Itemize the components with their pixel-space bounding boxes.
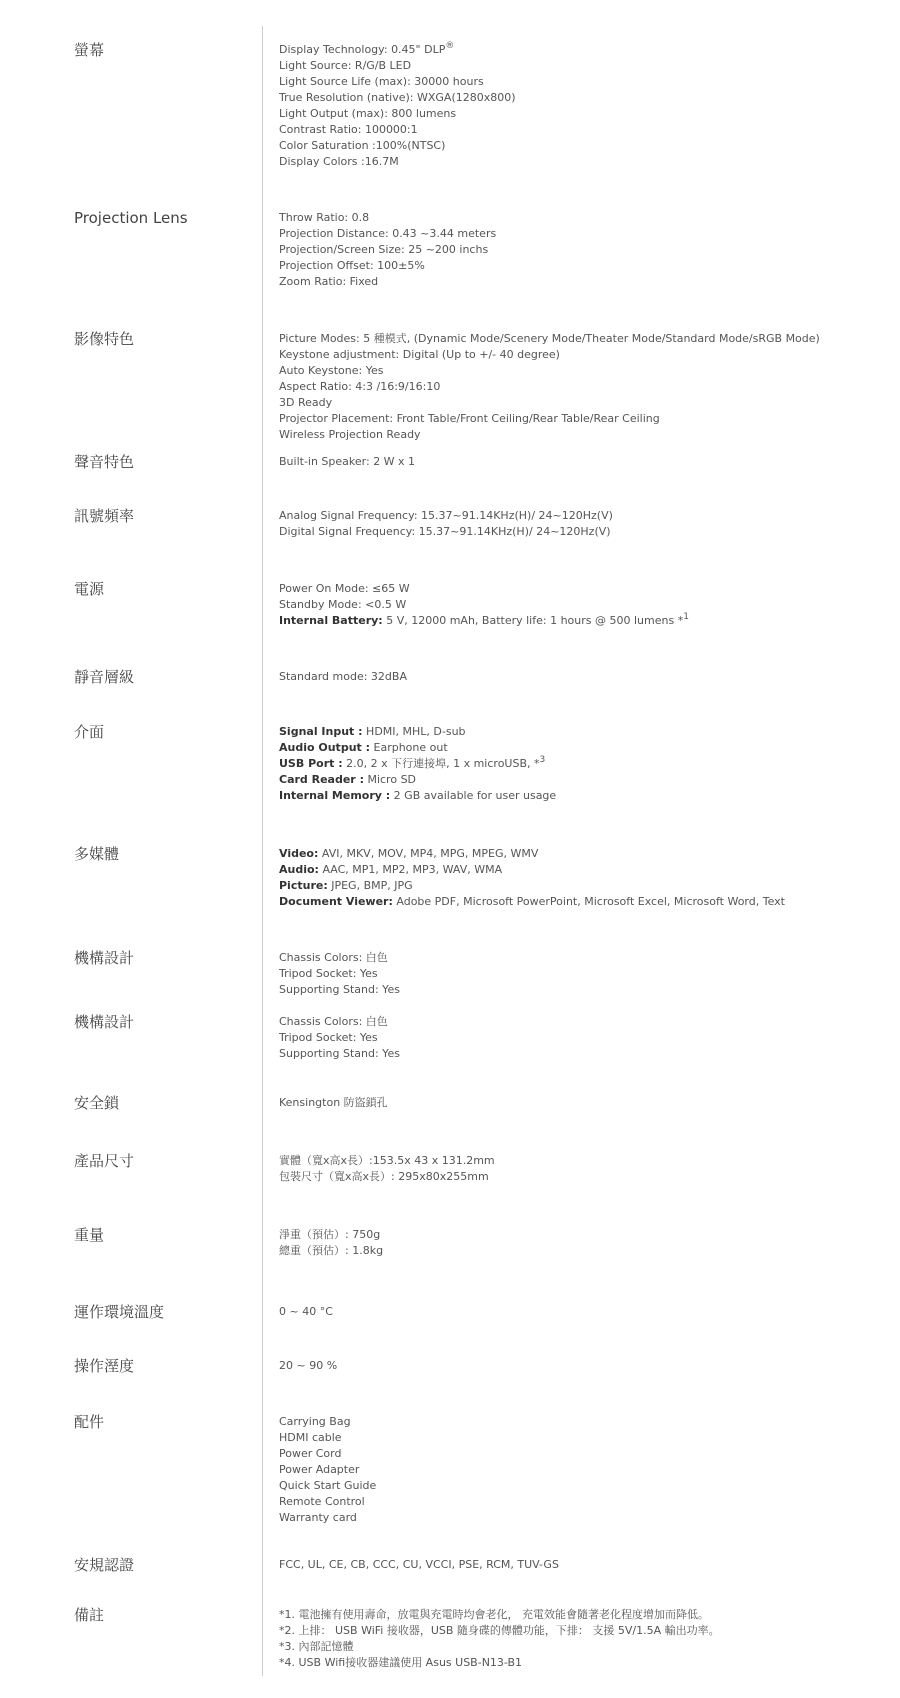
- spec-value-line: [279, 1430, 376, 1446]
- spec-value-text: 3D Ready: [279, 396, 333, 409]
- spec-value-text: Aspect Ratio: 4:3 /16:9/16:10: [279, 380, 441, 393]
- spec-value-text: Digital Signal Frequency: 15.37~91.14KHz(H)/ 24~120Hz(V): [279, 525, 611, 538]
- spec-label: 重量: [74, 1226, 105, 1244]
- spec-value-line: [279, 982, 400, 998]
- spec-label: 安規認證: [74, 1556, 135, 1574]
- spec-value-text: 2.0, 2 x 下行連接埠, 1 x microUSB, *: [342, 757, 540, 770]
- spec-value-text: True Resolution (native): WXGA(1280x800): [279, 91, 516, 104]
- spec-value-text: 2 GB available for user usage: [390, 789, 557, 802]
- spec-values: [279, 1358, 337, 1374]
- spec-label: 備註: [74, 1606, 105, 1624]
- spec-value-line: [279, 1095, 388, 1111]
- spec-value-line: [279, 138, 516, 154]
- spec-value-line: [279, 1358, 337, 1374]
- spec-value-line: [279, 1639, 720, 1655]
- spec-value-text: Power Cord: [279, 1447, 342, 1460]
- spec-value-line: [279, 1494, 376, 1510]
- spec-value-text: Display Technology: 0.45" DLP: [279, 43, 446, 56]
- spec-value-text: Adobe PDF, Microsoft PowerPoint, Microsoft Excel, Microsoft Word, Text: [392, 895, 785, 908]
- spec-value-text: 總重（預估）: 1.8kg: [279, 1244, 384, 1257]
- spec-value-line: [279, 1169, 495, 1185]
- spec-label: 安全鎖: [74, 1094, 120, 1112]
- spec-value-text: *2. 上排： USB WiFi 接收器，USB 隨身碟的傳體功能，下排： 支援 5V/1.5A 輸出功率。: [279, 1624, 720, 1637]
- spec-value-line: [279, 772, 556, 788]
- spec-value-line: [279, 1607, 720, 1623]
- spec-value-text: Supporting Stand: Yes: [279, 983, 400, 996]
- spec-value-key: Internal Battery:: [279, 614, 383, 627]
- footnote-marker: ®: [445, 41, 455, 51]
- spec-value-line: [279, 427, 820, 443]
- spec-value-line: [279, 1304, 333, 1320]
- spec-value-text: AVI, MKV, MOV, MP4, MPG, MPEG, WMV: [318, 847, 539, 860]
- spec-value-key: Picture:: [279, 879, 328, 892]
- spec-value-text: HDMI, MHL, D-sub: [362, 725, 466, 738]
- spec-values: [279, 508, 613, 540]
- spec-value-line: [279, 1227, 383, 1243]
- spec-values: [279, 950, 400, 998]
- spec-value-line: [279, 411, 820, 427]
- spec-value-line: [279, 1243, 383, 1259]
- spec-label: 運作環境溫度: [74, 1303, 165, 1321]
- spec-value-key: Signal Input :: [279, 725, 363, 738]
- spec-value-text: Chassis Colors: 白色: [279, 951, 388, 964]
- spec-value-line: [279, 1510, 376, 1526]
- spec-value-line: [279, 1014, 400, 1030]
- spec-value-line: [279, 1623, 720, 1639]
- spec-value-text: Projector Placement: Front Table/Front Ceiling/Rear Table/Rear Ceiling: [279, 412, 660, 425]
- spec-value-key: Audio:: [279, 863, 319, 876]
- spec-value-text: HDMI cable: [279, 1431, 342, 1444]
- spec-value-text: 0 ~ 40 °C: [279, 1305, 333, 1318]
- spec-value-line: [279, 846, 785, 862]
- spec-label: 影像特色: [74, 330, 135, 348]
- spec-label: 機構設計: [74, 949, 135, 967]
- spec-label: 介面: [74, 723, 105, 741]
- spec-values: [279, 1227, 383, 1259]
- spec-label: 產品尺寸: [74, 1152, 135, 1170]
- spec-value-line: [279, 966, 400, 982]
- spec-values: [279, 846, 785, 910]
- spec-value-text: Power Adapter: [279, 1463, 360, 1476]
- spec-value-line: [279, 1478, 376, 1494]
- spec-value-key: Video:: [279, 847, 319, 860]
- spec-value-line: [279, 597, 689, 613]
- spec-label: 電源: [74, 580, 105, 598]
- spec-label: 機構設計: [74, 1013, 135, 1031]
- spec-value-text: *3. 內部記憶體: [279, 1640, 354, 1653]
- spec-value-text: 包裝尺寸（寬x高x長）: 295x80x255mm: [279, 1170, 489, 1183]
- spec-value-text: Projection/Screen Size: 25 ~200 inchs: [279, 243, 489, 256]
- spec-label: 螢幕: [74, 41, 105, 59]
- spec-values: [279, 1304, 333, 1320]
- spec-value-text: Micro SD: [363, 773, 417, 786]
- spec-value-text: Built-in Speaker: 2 W x 1: [279, 455, 416, 468]
- spec-value-text: Earphone out: [370, 741, 448, 754]
- spec-value-line: [279, 1414, 376, 1430]
- spec-value-line: [279, 1030, 400, 1046]
- spec-value-line: [279, 1046, 400, 1062]
- spec-label: 靜音層級: [74, 668, 135, 686]
- spec-value-key: Audio Output :: [279, 741, 371, 754]
- spec-value-text: Light Output (max): 800 lumens: [279, 107, 457, 120]
- spec-value-text: Warranty card: [279, 1511, 357, 1524]
- spec-value-text: Kensington 防盜鎖孔: [279, 1096, 388, 1109]
- spec-value-text: *1. 電池擁有使用壽命，放電與充電時均會老化， 充電效能會隨著老化程度增加而降低。: [279, 1608, 709, 1621]
- spec-label: Projection Lens: [74, 209, 188, 227]
- spec-value-line: [279, 42, 516, 58]
- spec-values: [279, 1414, 376, 1526]
- spec-value-key: Internal Memory :: [279, 789, 391, 802]
- spec-value-text: 5 V, 12000 mAh, Battery life: 1 hours @ 500 lumens *: [382, 614, 684, 627]
- spec-value-line: [279, 106, 516, 122]
- spec-value-line: [279, 379, 820, 395]
- spec-value-line: [279, 581, 689, 597]
- spec-value-line: [279, 878, 785, 894]
- spec-label: 操作溼度: [74, 1357, 135, 1375]
- spec-value-line: [279, 1446, 376, 1462]
- spec-label: 配件: [74, 1413, 105, 1431]
- spec-value-text: JPEG, BMP, JPG: [327, 879, 413, 892]
- spec-value-text: Carrying Bag: [279, 1415, 351, 1428]
- spec-value-text: Throw Ratio: 0.8: [279, 211, 370, 224]
- spec-value-text: Light Source Life (max): 30000 hours: [279, 75, 484, 88]
- spec-value-line: [279, 1153, 495, 1169]
- spec-value-key: USB Port :: [279, 757, 343, 770]
- spec-value-text: Projection Offset: 100±5%: [279, 259, 425, 272]
- spec-value-text: Quick Start Guide: [279, 1479, 377, 1492]
- spec-value-text: *4. USB Wifi接收器建議使用 Asus USB-N13-B1: [279, 1656, 523, 1669]
- spec-value-line: [279, 331, 820, 347]
- spec-value-line: [279, 258, 496, 274]
- spec-value-line: [279, 613, 689, 629]
- spec-value-text: Chassis Colors: 白色: [279, 1015, 388, 1028]
- spec-value-line: [279, 58, 516, 74]
- spec-value-line: [279, 122, 516, 138]
- spec-value-line: [279, 454, 415, 470]
- spec-value-line: [279, 363, 820, 379]
- spec-values: [279, 454, 415, 470]
- spec-value-text: Color Saturation :100%(NTSC): [279, 139, 446, 152]
- spec-value-text: Zoom Ratio: Fixed: [279, 275, 379, 288]
- spec-value-line: [279, 210, 496, 226]
- spec-values: [279, 210, 496, 290]
- spec-value-text: Picture Modes: 5 種模式, (Dynamic Mode/Scenery Mode/Theater Mode/Standard Mode/sRGB Mode): [279, 332, 820, 345]
- spec-value-key: Document Viewer:: [279, 895, 393, 908]
- spec-value-line: [279, 756, 556, 772]
- spec-value-line: [279, 894, 785, 910]
- spec-value-line: [279, 1655, 720, 1671]
- spec-values: [279, 331, 820, 443]
- spec-label: 多媒體: [74, 845, 120, 863]
- spec-value-line: [279, 740, 556, 756]
- spec-values: [279, 1607, 720, 1671]
- spec-value-line: [279, 74, 516, 90]
- spec-value-text: Contrast Ratio: 100000:1: [279, 123, 418, 136]
- spec-value-text: FCC, UL, CE, CB, CCC, CU, VCCI, PSE, RCM, TUV-GS: [279, 1558, 559, 1571]
- spec-value-line: [279, 347, 820, 363]
- spec-value-line: [279, 1557, 559, 1573]
- spec-value-text: Supporting Stand: Yes: [279, 1047, 400, 1060]
- spec-value-line: [279, 862, 785, 878]
- spec-value-line: [279, 950, 400, 966]
- spec-value-line: [279, 395, 820, 411]
- spec-value-line: [279, 724, 556, 740]
- spec-value-line: [279, 788, 556, 804]
- spec-label: 訊號頻率: [74, 507, 135, 525]
- spec-value-line: [279, 226, 496, 242]
- spec-value-line: [279, 274, 496, 290]
- spec-value-text: Keystone adjustment: Digital (Up to +/- 40 degree): [279, 348, 560, 361]
- footnote-marker: 1: [683, 612, 689, 622]
- spec-values: [279, 669, 407, 685]
- spec-value-text: Projection Distance: 0.43 ~3.44 meters: [279, 227, 497, 240]
- spec-label: 聲音特色: [74, 453, 135, 471]
- spec-value-text: Tripod Socket: Yes: [279, 967, 378, 980]
- spec-values: [279, 1095, 388, 1111]
- spec-value-text: Remote Control: [279, 1495, 365, 1508]
- spec-value-line: [279, 154, 516, 170]
- spec-value-text: AAC, MP1, MP2, MP3, WAV, WMA: [318, 863, 503, 876]
- spec-value-text: Analog Signal Frequency: 15.37~91.14KHz(H)/ 24~120Hz(V): [279, 509, 613, 522]
- spec-value-line: [279, 524, 613, 540]
- spec-values: [279, 42, 516, 170]
- spec-value-text: Wireless Projection Ready: [279, 428, 421, 441]
- spec-value-line: [279, 669, 407, 685]
- spec-value-line: [279, 242, 496, 258]
- spec-value-text: Standard mode: 32dBA: [279, 670, 407, 683]
- spec-values: [279, 1014, 400, 1062]
- spec-value-text: Power On Mode: ≤65 W: [279, 582, 410, 595]
- spec-value-key: Card Reader :: [279, 773, 364, 786]
- spec-value-text: Light Source: R/G/B LED: [279, 59, 412, 72]
- spec-value-line: [279, 1462, 376, 1478]
- spec-value-text: Display Colors :16.7M: [279, 155, 399, 168]
- spec-values: [279, 1153, 495, 1185]
- spec-values: [279, 581, 689, 629]
- spec-values: [279, 724, 556, 804]
- spec-value-text: Auto Keystone: Yes: [279, 364, 384, 377]
- spec-value-text: Tripod Socket: Yes: [279, 1031, 378, 1044]
- spec-value-text: 20 ~ 90 %: [279, 1359, 338, 1372]
- spec-value-text: 實體（寬x高x長）:153.5x 43 x 131.2mm: [279, 1154, 495, 1167]
- spec-values: [279, 1557, 559, 1573]
- footnote-marker: 3: [539, 755, 546, 765]
- column-divider: [262, 26, 263, 1676]
- spec-value-line: [279, 508, 613, 524]
- spec-value-line: [279, 90, 516, 106]
- spec-value-text: 淨重（預估）: 750g: [279, 1228, 381, 1241]
- spec-value-text: Standby Mode: <0.5 W: [279, 598, 407, 611]
